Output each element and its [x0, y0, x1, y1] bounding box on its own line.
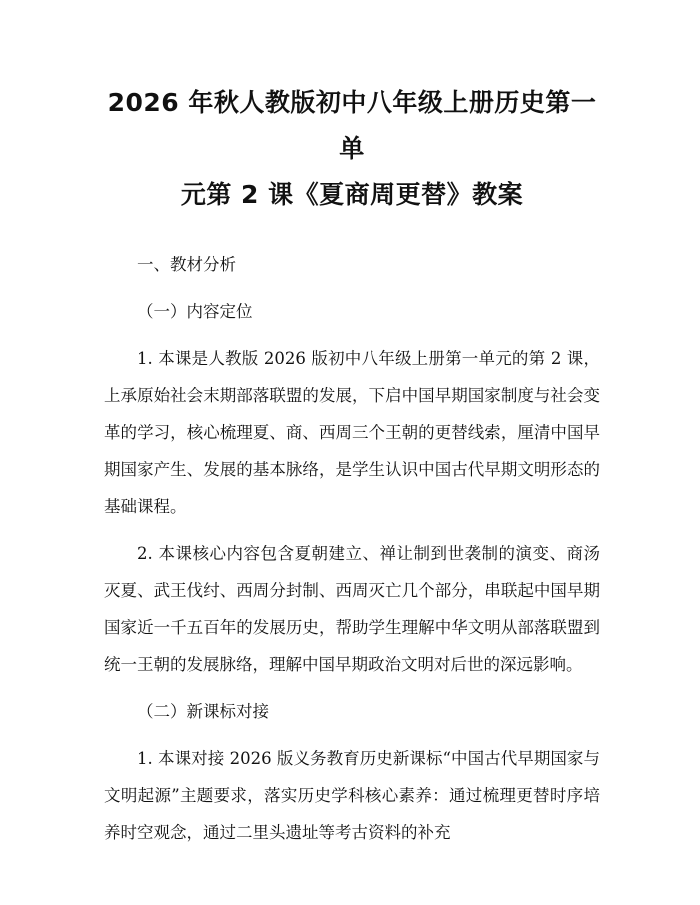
title-line-2: 元第 2 课《夏商周更替》教案: [180, 180, 524, 209]
paragraph-1: 1. 本课是人教版 2026 版初中八年级上册第一单元的第 2 课，上承原始社会末期部落联盟的发展，下启中国早期国家制度与社会变革的学习，核心梳理夏、商、西周三个王朝的更替线索，厘清中国早期国家产生、发展的基本脉络，是学生认识中国古代早期文明形态的基础课程。: [104, 349, 600, 516]
paragraph-3: 1. 本课对接 2026 版义务教育历史新课标“中国古代早期国家与文明起源”主题要求，落实历史学科核心素养：通过梳理更替时序培养时空观念，通过二里头遗址等考古资料的补充: [104, 749, 600, 842]
document-title: [104, 0, 600, 218]
paragraph-2: 2. 本课核心内容包含夏朝建立、禅让制到世袭制的演变、商汤灭夏、武王伐纣、西周分封制、西周灭亡几个部分，串联起中国早期国家近一千五百年的发展历史，帮助学生理解中华文明从部落联盟到统一王朝的发展脉络，理解中国早期政治文明对后世的深远影响。: [104, 544, 600, 674]
title-line-1: 2026 年秋人教版初中八年级上册历史第一单: [107, 88, 597, 163]
document-body: [104, 246, 600, 851]
section-heading-textbook-analysis: 一、教材分析: [137, 255, 236, 274]
subsection-heading-content-positioning: （一）内容定位: [137, 302, 253, 321]
subsection-heading-curriculum-standards: （二）新课标对接: [137, 702, 269, 721]
